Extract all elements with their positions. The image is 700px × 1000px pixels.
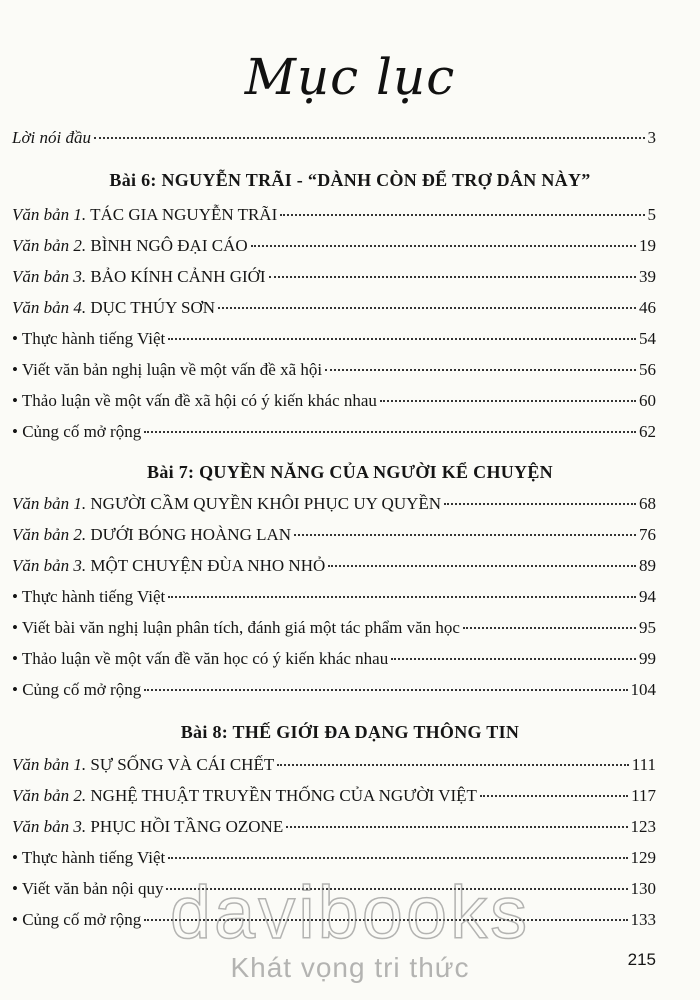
toc-entry-text[interactable]: [12, 298, 656, 324]
dot-leader: [380, 400, 636, 402]
toc-entry-activity[interactable]: • Củng cố mở rộng 62: [12, 422, 656, 441]
entry-label: SỰ SỐNG VÀ CÁI CHẾT: [90, 755, 275, 774]
entry-page: 129: [630, 848, 656, 867]
dot-leader: [94, 137, 645, 139]
toc-entry-activity[interactable]: • Thực hành tiếng Việt 54: [12, 329, 656, 348]
entry-label: Lời nói đầu: [12, 128, 91, 147]
toc-entry-text[interactable]: [12, 525, 656, 551]
entry-label: Thảo luận về một vấn đề văn học có ý kiến khác nhau: [21, 649, 389, 668]
dot-leader: [325, 369, 636, 371]
dot-leader: [444, 503, 636, 505]
toc-entry-text[interactable]: [12, 494, 656, 520]
entry-page: 111: [631, 755, 656, 774]
entry-prefix: Văn bản 1.: [12, 494, 87, 513]
entry-prefix: Văn bản 2.: [12, 525, 87, 544]
entry-page: 62: [639, 422, 656, 441]
entry-page: 99: [639, 649, 656, 668]
toc-entry-activity[interactable]: • Viết văn bản nghị luận về một vấn đề xã hội 56: [12, 360, 656, 379]
entry-prefix: Văn bản 4.: [12, 298, 87, 317]
entry-label: NGHỆ THUẬT TRUYỀN THỐNG CỦA NGƯỜI VIỆT: [90, 786, 477, 805]
dot-leader: [144, 689, 627, 691]
toc-entry-text[interactable]: [12, 267, 656, 293]
entry-label: PHỤC HỒI TẦNG OZONE: [90, 817, 284, 836]
toc-entry-text[interactable]: [12, 817, 656, 843]
entry-prefix: Văn bản 1.: [12, 205, 87, 224]
entry-page: 39: [639, 267, 656, 286]
dot-leader: [168, 596, 636, 598]
entry-label: NGƯỜI CẦM QUYỀN KHÔI PHỤC UY QUYỀN: [90, 494, 442, 513]
entry-page: 117: [631, 786, 656, 805]
toc-entry-text[interactable]: [12, 755, 656, 781]
toc-entry-activity[interactable]: • Củng cố mở rộng 104: [12, 680, 656, 699]
dot-leader: [294, 534, 636, 536]
dot-leader: [269, 276, 636, 278]
entry-label: Viết bài văn nghị luận phân tích, đánh giá một tác phẩm văn học: [21, 618, 460, 637]
entry-page: 104: [630, 680, 656, 699]
entry-label: BẢO KÍNH CẢNH GIỚI: [90, 267, 266, 286]
entry-prefix: Văn bản 2.: [12, 786, 87, 805]
entry-page: 3: [647, 128, 656, 147]
entry-page: 95: [639, 618, 656, 637]
watermark-brand: davibooks: [169, 871, 531, 954]
dot-leader: [277, 764, 629, 766]
toc-entry-activity[interactable]: • Thực hành tiếng Việt 129: [12, 848, 656, 867]
dot-leader: [480, 795, 628, 797]
entry-page: 56: [639, 360, 656, 379]
toc-entry-text[interactable]: [12, 786, 656, 812]
entry-label: MỘT CHUYỆN ĐÙA NHO NHỎ: [90, 556, 326, 575]
toc-entry-activity[interactable]: • Thực hành tiếng Việt 94: [12, 587, 656, 606]
entry-label: Củng cố mở rộng: [22, 422, 142, 441]
entry-label: Viết văn bản nghị luận về một vấn đề xã hội: [21, 360, 323, 379]
entry-page: 89: [639, 556, 656, 575]
entry-page: 54: [639, 329, 656, 348]
toc-entry-activity[interactable]: • Viết văn bản nội quy 130: [12, 879, 656, 898]
entry-page: 123: [630, 817, 656, 836]
entry-prefix: Văn bản 3.: [12, 556, 87, 575]
toc-entry-activity[interactable]: • Củng cố mở rộng 133: [12, 910, 656, 929]
toc-entry-text[interactable]: [12, 236, 656, 262]
entry-prefix: Văn bản 2.: [12, 236, 87, 255]
watermark-tagline: Khát vọng tri thức: [230, 952, 470, 983]
section-heading: Bài 7: QUYỀN NĂNG CỦA NGƯỜI KỂ CHUYỆN: [147, 462, 553, 482]
entry-label: Thực hành tiếng Việt: [21, 848, 166, 867]
entry-page: 133: [630, 910, 656, 929]
entry-page: 76: [639, 525, 656, 544]
dot-leader: [218, 307, 636, 309]
entry-label: Thực hành tiếng Việt: [21, 587, 166, 606]
entry-label: DƯỚI BÓNG HOÀNG LAN: [90, 525, 292, 544]
entry-label: BÌNH NGÔ ĐẠI CÁO: [90, 236, 248, 255]
dot-leader: [168, 857, 627, 859]
entry-prefix: Văn bản 3.: [12, 817, 87, 836]
entry-page: 68: [639, 494, 656, 513]
entry-prefix: Văn bản 3.: [12, 267, 87, 286]
entry-label: TÁC GIA NGUYỄN TRÃI: [90, 205, 278, 224]
entry-label: DỤC THÚY SƠN: [90, 298, 216, 317]
toc-entry-text[interactable]: [12, 556, 656, 582]
dot-leader: [463, 627, 636, 629]
dot-leader: [144, 431, 636, 433]
entry-label: Củng cố mở rộng: [22, 680, 142, 699]
toc-entry-intro[interactable]: [12, 128, 656, 154]
entry-label: Củng cố mở rộng: [22, 910, 142, 929]
entry-page: 19: [639, 236, 656, 255]
entry-page: 46: [639, 298, 656, 317]
dot-leader: [328, 565, 636, 567]
entry-label: Thảo luận về một vấn đề xã hội có ý kiến khác nhau: [21, 391, 377, 410]
section-heading: Bài 6: NGUYỄN TRÃI - “DÀNH CÒN ĐỂ TRỢ DÂN NÀY”: [109, 170, 591, 190]
entry-page: 5: [647, 205, 656, 224]
page-number: 215: [627, 950, 656, 969]
entry-page: 130: [630, 879, 656, 898]
entry-page: 94: [639, 587, 656, 606]
entry-label: Viết văn bản nội quy: [21, 879, 164, 898]
toc-entry-activity[interactable]: • Thảo luận về một vấn đề xã hội có ý kiến khác nhau 60: [12, 391, 656, 410]
dot-leader: [391, 658, 636, 660]
dot-leader: [251, 245, 636, 247]
section-heading: Bài 8: THẾ GIỚI ĐA DẠNG THÔNG TIN: [180, 722, 520, 742]
dot-leader: [286, 826, 627, 828]
dot-leader: [280, 214, 644, 216]
entry-label: Thực hành tiếng Việt: [21, 329, 166, 348]
entry-page: 60: [639, 391, 656, 410]
toc-entry-activity[interactable]: • Thảo luận về một vấn đề văn học có ý kiến khác nhau 99: [12, 649, 656, 668]
toc-entry-activity[interactable]: • Viết bài văn nghị luận phân tích, đánh giá một tác phẩm văn học 95: [12, 618, 656, 637]
page-title: Mục lục: [244, 48, 456, 106]
toc-entry-text[interactable]: [12, 205, 656, 231]
dot-leader: [168, 338, 636, 340]
entry-prefix: Văn bản 1.: [12, 755, 87, 774]
